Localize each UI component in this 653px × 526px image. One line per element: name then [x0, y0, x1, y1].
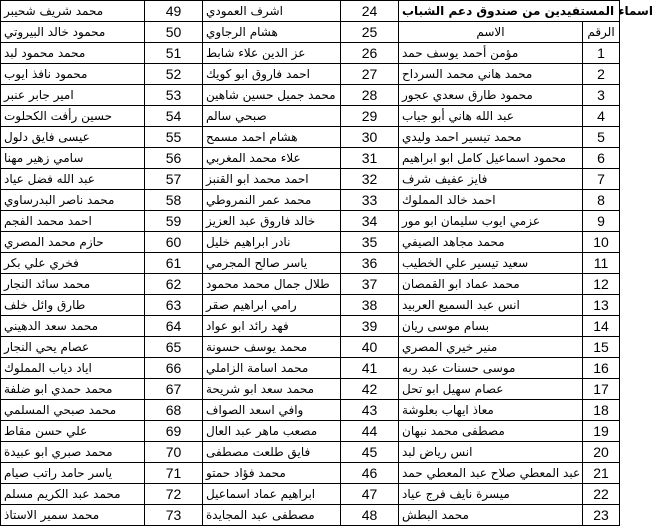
beneficiary-name-cell: محمد صبري ابو عبيدة: [1, 442, 145, 463]
beneficiary-name-cell: طلال جمال محمد محمود: [203, 274, 341, 295]
beneficiary-name-cell: معاذ ايهاب بعلوشة: [399, 400, 583, 421]
beneficiary-number-cell: 45: [341, 442, 399, 463]
beneficiary-number-cell: 41: [341, 358, 399, 379]
beneficiary-name-cell: محمد ناصر البدرساوي: [1, 190, 145, 211]
table-row: [1, 85, 620, 106]
beneficiary-name-cell: حازم محمد المصري: [1, 232, 145, 253]
beneficiary-number-cell: 27: [341, 64, 399, 85]
beneficiary-name-cell: طارق وائل خلف: [1, 295, 145, 316]
beneficiary-number-cell: 65: [145, 337, 203, 358]
beneficiary-name-cell: خالد فاروق عبد العزيز: [203, 211, 341, 232]
beneficiary-number-cell: 33: [341, 190, 399, 211]
beneficiary-name-cell: سامي زهير مهنا: [1, 148, 145, 169]
beneficiary-name-cell: سعيد تيسير علي الخطيب: [399, 253, 583, 274]
beneficiary-number-cell: 5: [583, 127, 620, 148]
table-row: [1, 484, 620, 505]
beneficiary-name-cell: محمد عماد ابو القمصان: [399, 274, 583, 295]
beneficiary-number-cell: 48: [341, 505, 399, 526]
beneficiary-number-cell: 4: [583, 106, 620, 127]
beneficiary-name-cell: محمد عبد الكريم مسلم: [1, 484, 145, 505]
beneficiary-name-cell: محمود اسماعيل كامل ابو ابراهيم: [399, 148, 583, 169]
beneficiary-number-cell: 61: [145, 253, 203, 274]
beneficiary-number-cell: 54: [145, 106, 203, 127]
beneficiary-number-cell: 6: [583, 148, 620, 169]
table-row: [1, 337, 620, 358]
beneficiary-name-cell: محمد فؤاد حمتو: [203, 463, 341, 484]
beneficiary-number-cell: 70: [145, 442, 203, 463]
beneficiary-name-cell: محمد سائد النجار: [1, 274, 145, 295]
beneficiary-name-cell: احمد محمد الفجم: [1, 211, 145, 232]
beneficiary-number-cell: 42: [341, 379, 399, 400]
beneficiary-number-cell: 24: [341, 1, 399, 22]
beneficiary-name-cell: ياسر حامد راتب صيام: [1, 463, 145, 484]
table-row: [1, 169, 620, 190]
beneficiary-name-cell: محمود طارق سعدي عجور: [399, 85, 583, 106]
beneficiary-name-cell: منير خيري المصري: [399, 337, 583, 358]
beneficiary-number-cell: 51: [145, 43, 203, 64]
table-row: [1, 22, 620, 43]
beneficiary-number-cell: 71: [145, 463, 203, 484]
beneficiary-name-cell: احمد خالد المملوك: [399, 190, 583, 211]
beneficiary-number-cell: 34: [341, 211, 399, 232]
beneficiary-name-cell: مصطفى عبد المجايدة: [203, 505, 341, 526]
beneficiary-number-cell: 36: [341, 253, 399, 274]
beneficiary-name-cell: فايز عفيف شرف: [399, 169, 583, 190]
beneficiary-number-cell: 53: [145, 85, 203, 106]
beneficiary-number-cell: 32: [341, 169, 399, 190]
beneficiary-name-cell: بسام موسى ريان: [399, 316, 583, 337]
beneficiary-number-cell: 46: [341, 463, 399, 484]
beneficiary-number-cell: 28: [341, 85, 399, 106]
beneficiary-name-cell: رامي ابراهيم صقر: [203, 295, 341, 316]
beneficiary-name-cell: محمد محمود لبد: [1, 43, 145, 64]
beneficiary-name-cell: محمد سعد ابو شريحة: [203, 379, 341, 400]
beneficiary-name-cell: محمد سعد الدهيني: [1, 316, 145, 337]
beneficiary-name-cell: محمد يوسف حسونة: [203, 337, 341, 358]
beneficiary-number-cell: 26: [341, 43, 399, 64]
beneficiary-number-cell: 15: [583, 337, 620, 358]
beneficiary-name-cell: عبد المعطي صلاح عبد المعطي حمد: [399, 463, 583, 484]
table-row: [1, 295, 620, 316]
table-row: [1, 379, 620, 400]
beneficiary-name-cell: ابراهيم عماد اسماعيل: [203, 484, 341, 505]
beneficiary-name-cell: عيسى فايق دلول: [1, 127, 145, 148]
beneficiary-number-cell: 57: [145, 169, 203, 190]
beneficiary-name-cell: عز الدين علاء شابط: [203, 43, 341, 64]
sheet-title: اسماء المستفيدين من صندوق دعم الشباب: [399, 1, 620, 22]
beneficiary-number-cell: 19: [583, 421, 620, 442]
table-row: [1, 43, 620, 64]
header-number: الرقم: [583, 22, 620, 43]
beneficiary-name-cell: ميسرة نايف فرج عياد: [399, 484, 583, 505]
beneficiary-name-cell: فهد رائد ابو عواد: [203, 316, 341, 337]
beneficiary-name-cell: موسى حسنات عبد ربه: [399, 358, 583, 379]
beneficiary-number-cell: 9: [583, 211, 620, 232]
beneficiary-name-cell: محمود خالد البيروتي: [1, 22, 145, 43]
beneficiary-name-cell: عبد الله فضل عياد: [1, 169, 145, 190]
beneficiary-name-cell: اياد دياب المملوك: [1, 358, 145, 379]
beneficiary-name-cell: فايق طلعت مصطفى: [203, 442, 341, 463]
beneficiary-number-cell: 20: [583, 442, 620, 463]
beneficiary-number-cell: 2: [583, 64, 620, 85]
beneficiary-number-cell: 58: [145, 190, 203, 211]
beneficiary-name-cell: محمد اسامة الزاملي: [203, 358, 341, 379]
beneficiary-number-cell: 18: [583, 400, 620, 421]
beneficiary-name-cell: عبد الله هاني أبو جياب: [399, 106, 583, 127]
beneficiary-number-cell: 39: [341, 316, 399, 337]
beneficiary-name-cell: مصعب ماهر عبد العال: [203, 421, 341, 442]
table-row: [1, 253, 620, 274]
table-body: [1, 1, 653, 526]
beneficiary-name-cell: ياسر صالح المجرمي: [203, 253, 341, 274]
table-row: [1, 505, 620, 526]
beneficiary-number-cell: 64: [145, 316, 203, 337]
beneficiary-name-cell: احمد محمد ابو القنبز: [203, 169, 341, 190]
beneficiary-number-cell: 55: [145, 127, 203, 148]
beneficiary-number-cell: 38: [341, 295, 399, 316]
beneficiary-name-cell: محمد مجاهد الصيفي: [399, 232, 583, 253]
beneficiary-name-cell: محمد سمير الاستاذ: [1, 505, 145, 526]
beneficiary-number-cell: 7: [583, 169, 620, 190]
beneficiary-name-cell: محمد البطش: [399, 505, 583, 526]
table-row: [1, 421, 620, 442]
beneficiary-name-cell: محمد صبحي المسلمي: [1, 400, 145, 421]
beneficiary-number-cell: 52: [145, 64, 203, 85]
beneficiary-number-cell: 72: [145, 484, 203, 505]
table-row: [1, 64, 620, 85]
beneficiary-name-cell: محمد جميل حسين شاهين: [203, 85, 341, 106]
beneficiary-number-cell: 23: [583, 505, 620, 526]
beneficiary-name-cell: فخري علي بكر: [1, 253, 145, 274]
table-row: [1, 316, 620, 337]
beneficiary-name-cell: عصام يحي النجار: [1, 337, 145, 358]
table-row: [1, 232, 620, 253]
beneficiary-number-cell: 40: [341, 337, 399, 358]
beneficiary-name-cell: انس رياض لبد: [399, 442, 583, 463]
beneficiary-name-cell: عزمي ايوب سليمان ابو مور: [399, 211, 583, 232]
beneficiary-name-cell: علي حسن مقاط: [1, 421, 145, 442]
beneficiary-number-cell: 56: [145, 148, 203, 169]
table-row: [1, 442, 620, 463]
beneficiary-name-cell: هشام الرجاوي: [203, 22, 341, 43]
beneficiary-name-cell: هشام احمد مسمح: [203, 127, 341, 148]
beneficiary-number-cell: 1: [583, 43, 620, 64]
beneficiary-number-cell: 35: [341, 232, 399, 253]
beneficiary-name-cell: محمود نافذ ايوب: [1, 64, 145, 85]
beneficiary-name-cell: احمد فاروق ابو كويك: [203, 64, 341, 85]
beneficiary-number-cell: 12: [583, 274, 620, 295]
beneficiary-name-cell: انس عبد السميع العربيد: [399, 295, 583, 316]
beneficiary-number-cell: 44: [341, 421, 399, 442]
beneficiary-number-cell: 21: [583, 463, 620, 484]
beneficiary-number-cell: 3: [583, 85, 620, 106]
beneficiary-number-cell: 66: [145, 358, 203, 379]
beneficiary-name-cell: امير جابر عنبر: [1, 85, 145, 106]
table-row: [1, 1, 620, 22]
beneficiary-number-cell: 50: [145, 22, 203, 43]
beneficiary-name-cell: علاء محمد المغربي: [203, 148, 341, 169]
beneficiary-number-cell: 37: [341, 274, 399, 295]
beneficiary-number-cell: 8: [583, 190, 620, 211]
beneficiary-name-cell: محمد حمدي ابو ضلفة: [1, 379, 145, 400]
table-row: [1, 358, 620, 379]
beneficiary-number-cell: 16: [583, 358, 620, 379]
beneficiary-number-cell: 69: [145, 421, 203, 442]
beneficiary-name-cell: صبحي سالم: [203, 106, 341, 127]
beneficiary-number-cell: 14: [583, 316, 620, 337]
beneficiary-number-cell: 62: [145, 274, 203, 295]
beneficiary-number-cell: 43: [341, 400, 399, 421]
beneficiary-number-cell: 31: [341, 148, 399, 169]
beneficiary-number-cell: 29: [341, 106, 399, 127]
beneficiary-number-cell: 17: [583, 379, 620, 400]
beneficiary-name-cell: محمد تيسير احمد وليدي: [399, 127, 583, 148]
table-row: [1, 127, 620, 148]
beneficiary-number-cell: 73: [145, 505, 203, 526]
beneficiary-number-cell: 30: [341, 127, 399, 148]
beneficiary-name-cell: مؤمن أحمد يوسف حمد: [399, 43, 583, 64]
header-name: الاسم: [399, 22, 583, 43]
table-row: [1, 106, 620, 127]
beneficiary-number-cell: 22: [583, 484, 620, 505]
beneficiary-name-cell: محمد هاني محمد السرداح: [399, 64, 583, 85]
beneficiary-name-cell: اشرف العمودي: [203, 1, 341, 22]
beneficiary-name-cell: محمد شريف شحيبر: [1, 1, 145, 22]
beneficiary-name-cell: مصطفى محمد نبهان: [399, 421, 583, 442]
beneficiary-number-cell: 10: [583, 232, 620, 253]
beneficiary-number-cell: 68: [145, 400, 203, 421]
beneficiary-name-cell: وافي اسعد الصواف: [203, 400, 341, 421]
beneficiary-number-cell: 25: [341, 22, 399, 43]
beneficiary-number-cell: 49: [145, 1, 203, 22]
beneficiary-number-cell: 59: [145, 211, 203, 232]
beneficiary-name-cell: عصام سهيل ابو تحل: [399, 379, 583, 400]
table-row: [1, 148, 620, 169]
table-row: [1, 400, 620, 421]
table-row: [1, 190, 620, 211]
beneficiary-number-cell: 11: [583, 253, 620, 274]
beneficiary-number-cell: 63: [145, 295, 203, 316]
table-row: [1, 463, 620, 484]
beneficiary-name-cell: محمد عمر النمروطي: [203, 190, 341, 211]
table-row: [1, 211, 620, 232]
beneficiary-number-cell: 13: [583, 295, 620, 316]
beneficiary-number-cell: 60: [145, 232, 203, 253]
table-row: [1, 274, 620, 295]
beneficiary-number-cell: 67: [145, 379, 203, 400]
beneficiary-name-cell: نادر ابراهيم خليل: [203, 232, 341, 253]
beneficiary-name-cell: حسين رأفت الكحلوت: [1, 106, 145, 127]
beneficiary-number-cell: 47: [341, 484, 399, 505]
